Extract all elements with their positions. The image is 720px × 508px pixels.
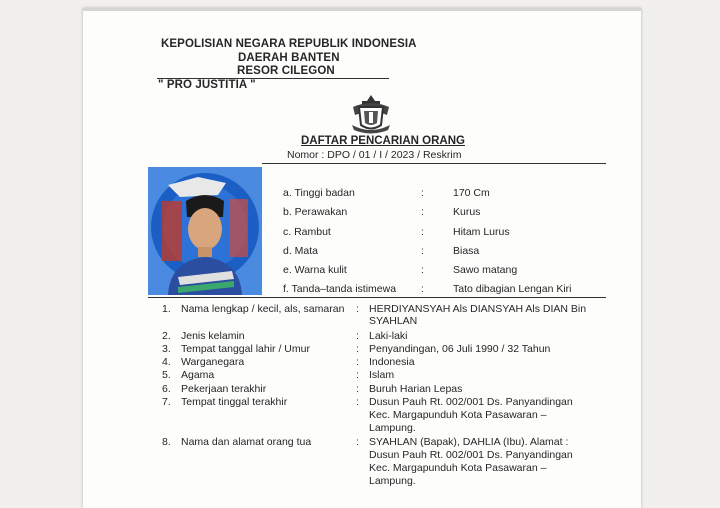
detail-value: Dusun Pauh Rt. 002/001 Ds. Panyandingan	[369, 449, 573, 461]
detail-value: SYAHLAN	[369, 315, 418, 327]
detail-colon: :	[356, 303, 359, 315]
detail-label: Agama	[181, 369, 215, 381]
detail-number: 5.	[162, 369, 171, 381]
detail-value: Indonesia	[369, 356, 415, 368]
detail-label: Nama lengkap / kecil, als, samaran	[181, 303, 345, 315]
detail-value: Lampung.	[369, 422, 416, 434]
detail-value: Penyandingan, 06 Juli 1990 / 32 Tahun	[369, 343, 551, 355]
detail-value: Islam	[369, 369, 395, 381]
detail-label: Tempat tinggal terakhir	[181, 396, 288, 408]
physical-label: b. Perawakan	[283, 206, 348, 218]
physical-colon: :	[421, 226, 424, 238]
detail-colon: :	[356, 383, 359, 395]
detail-label: Jenis kelamin	[181, 330, 245, 342]
detail-number: 3.	[162, 343, 171, 355]
pro-justitia-label: " PRO JUSTITIA "	[158, 79, 256, 91]
detail-label: Pekerjaan terakhir	[181, 383, 267, 395]
physical-colon: :	[421, 206, 424, 218]
physical-value: Sawo matang	[453, 264, 518, 276]
physical-label: c. Rambut	[283, 226, 331, 238]
physical-value: Hitam Lurus	[453, 226, 510, 238]
physical-label: d. Mata	[283, 245, 319, 257]
detail-number: 1.	[162, 303, 171, 315]
physical-label: e. Warna kulit	[283, 264, 347, 276]
physical-colon: :	[421, 264, 424, 276]
detail-value: Laki-laki	[369, 330, 408, 342]
police-emblem-icon	[346, 93, 396, 135]
detail-value: Kec. Margapunduh Kota Pasawaran –	[369, 409, 547, 421]
detail-number: 4.	[162, 356, 171, 368]
header-resort: RESOR CILEGON	[237, 65, 335, 77]
physical-colon: :	[421, 245, 424, 257]
detail-number: 7.	[162, 396, 171, 408]
document-title: DAFTAR PENCARIAN ORANG	[301, 135, 465, 147]
detail-value: Buruh Harian Lepas	[369, 383, 463, 395]
suspect-photo	[148, 167, 262, 295]
detail-number: 8.	[162, 436, 171, 448]
detail-number: 6.	[162, 383, 171, 395]
document-number: Nomor : DPO / 01 / I / 2023 / Reskrim	[287, 149, 462, 161]
physical-value: Biasa	[453, 245, 480, 257]
detail-value: SYAHLAN (Bapak), DAHLIA (Ibu). Alamat :	[369, 436, 569, 448]
physical-value: Tato dibagian Lengan Kiri	[453, 283, 572, 295]
section-rule	[148, 297, 606, 298]
detail-value: Dusun Pauh Rt. 002/001 Ds. Panyandingan	[369, 396, 573, 408]
physical-value: 170 Cm	[453, 187, 490, 199]
detail-label: Nama dan alamat orang tua	[181, 436, 312, 448]
detail-colon: :	[356, 396, 359, 408]
physical-colon: :	[421, 187, 424, 199]
physical-label: a. Tinggi badan	[283, 187, 355, 199]
detail-colon: :	[356, 356, 359, 368]
physical-value: Kurus	[453, 206, 481, 218]
detail-value: Lampung.	[369, 475, 416, 487]
detail-number: 2.	[162, 330, 171, 342]
physical-label: f. Tanda–tanda istimewa	[283, 283, 397, 295]
detail-colon: :	[356, 343, 359, 355]
title-rule	[262, 163, 606, 164]
detail-label: Tempat tanggal lahir / Umur	[181, 343, 310, 355]
physical-colon: :	[421, 283, 424, 295]
header-region: DAERAH BANTEN	[238, 52, 340, 64]
detail-value: HERDIYANSYAH Als DIANSYAH Als DIAN Bin	[369, 303, 587, 315]
detail-label: Warganegara	[181, 356, 245, 368]
detail-colon: :	[356, 369, 359, 381]
detail-value: Kec. Margapunduh Kota Pasawaran –	[369, 462, 547, 474]
detail-colon: :	[356, 436, 359, 448]
detail-colon: :	[356, 330, 359, 342]
header-institution: KEPOLISIAN NEGARA REPUBLIK INDONESIA	[161, 38, 417, 50]
